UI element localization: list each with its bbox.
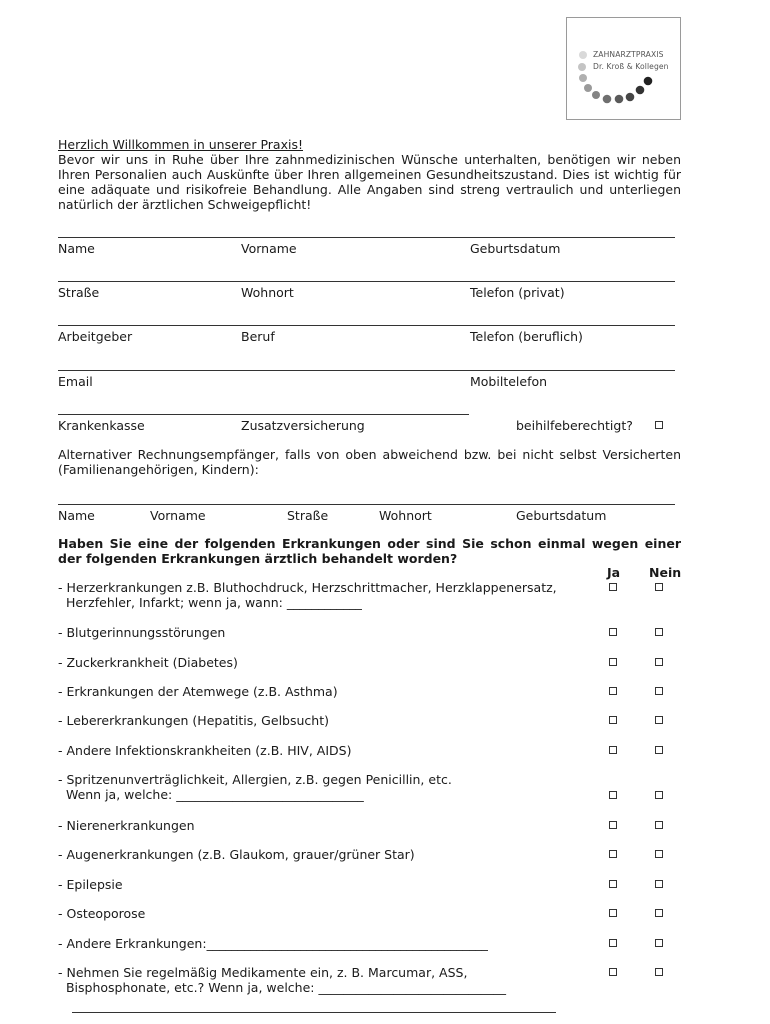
condition-text: - Spritzenunverträglichkeit, Allergien, z.B. gegen Penicillin, etc. [58, 772, 452, 787]
condition-text: - Augenerkrankungen (z.B. Glaukom, grauer/grüner Star) [58, 847, 415, 862]
label-wohnort: Wohnort [241, 285, 294, 300]
intro-section [58, 137, 681, 212]
no-checkbox[interactable] [655, 909, 663, 917]
condition-text: - Nierenerkrankungen [58, 818, 195, 833]
condition-item [58, 906, 598, 921]
condition-item [58, 655, 598, 670]
no-checkbox[interactable] [655, 583, 663, 591]
label-arbeitgeber: Arbeitgeber [58, 329, 133, 344]
yes-checkbox[interactable] [609, 791, 617, 799]
condition-item [58, 713, 598, 728]
column-nein: Nein [649, 565, 682, 580]
condition-text: - Blutgerinnungsstörungen [58, 625, 226, 640]
condition-text: - Osteoporose [58, 906, 146, 921]
no-checkbox[interactable] [655, 628, 663, 636]
alt-label-wohnort: Wohnort [379, 508, 432, 523]
address-row-line[interactable] [58, 281, 675, 282]
yes-checkbox[interactable] [609, 716, 617, 724]
condition-item [58, 965, 598, 995]
alt-payer-text: Alternativer Rechnungsempfänger, falls von oben abweichend bzw. bei nicht selbst Versicherten (Familienangehörigen, Kindern): [58, 447, 681, 477]
label-vorname: Vorname [241, 241, 297, 256]
condition-item [58, 847, 598, 862]
yes-checkbox[interactable] [609, 880, 617, 888]
label-email: Email [58, 374, 93, 389]
label-beruf: Beruf [241, 329, 275, 344]
no-checkbox[interactable] [655, 850, 663, 858]
no-checkbox[interactable] [655, 687, 663, 695]
condition-subtext: Bisphosphonate, etc.? Wenn ja, welche: ______________________________ [58, 980, 506, 995]
practice-logo [566, 17, 681, 120]
condition-item [58, 580, 598, 610]
yes-checkbox[interactable] [609, 850, 617, 858]
no-checkbox[interactable] [655, 746, 663, 754]
condition-item [58, 625, 598, 640]
condition-text: - Andere Infektionskrankheiten (z.B. HIV, AIDS) [58, 743, 352, 758]
yes-checkbox[interactable] [609, 968, 617, 976]
condition-text: - Andere Erkrankungen:_____________________________________________ [58, 936, 488, 951]
yes-checkbox[interactable] [609, 909, 617, 917]
label-zusatzversicherung: Zusatzversicherung [241, 418, 365, 433]
medication-continuation-line[interactable] [72, 1012, 556, 1013]
yes-checkbox[interactable] [609, 821, 617, 829]
condition-text: - Herzerkrankungen z.B. Bluthochdruck, Herzschrittmacher, Herzklappenersatz, [58, 580, 557, 595]
insurance-row-line[interactable] [58, 414, 469, 415]
label-krankenkasse: Krankenkasse [58, 418, 145, 433]
column-ja: Ja [607, 565, 621, 580]
yes-checkbox[interactable] [609, 583, 617, 591]
condition-item [58, 818, 598, 833]
label-telefon-beruflich: Telefon (beruflich) [470, 329, 583, 344]
no-checkbox[interactable] [655, 658, 663, 666]
questionnaire-heading: Haben Sie eine der folgenden Erkrankungen oder sind Sie schon einmal wegen einer der folgenden Erkrankungen ärztlich behandelt worden? [58, 536, 681, 566]
condition-text: - Zuckerkrankheit (Diabetes) [58, 655, 238, 670]
condition-text: - Epilepsie [58, 877, 123, 892]
condition-item [58, 684, 598, 699]
contact-row-line[interactable] [58, 370, 675, 371]
label-geburtsdatum: Geburtsdatum [470, 241, 561, 256]
alt-payer-line[interactable] [58, 504, 675, 505]
condition-item [58, 772, 598, 802]
no-checkbox[interactable] [655, 821, 663, 829]
yes-checkbox[interactable] [609, 939, 617, 947]
work-row-line[interactable] [58, 325, 675, 326]
yes-checkbox[interactable] [609, 658, 617, 666]
welcome-heading: Herzlich Willkommen in unserer Praxis! [58, 137, 303, 152]
intro-text: Bevor wir uns in Ruhe über Ihre zahnmedizinischen Wünsche unterhalten, benötigen wir neben Ihren Personalien auch Auskünfte über Ihren allgemeinen Gesundheitszustand. Dies ist wichtig für eine adäquate und risikofreie Behandlung. Alle Angaben sind streng vertraulich und unterliegen natürlich der ärztlichen Schweigepflicht! [58, 152, 681, 212]
label-strasse: Straße [58, 285, 100, 300]
alt-label-geburtsdatum: Geburtsdatum [516, 508, 607, 523]
alt-label-vorname: Vorname [150, 508, 206, 523]
no-checkbox[interactable] [655, 880, 663, 888]
label-telefon-privat: Telefon (privat) [470, 285, 565, 300]
yes-checkbox[interactable] [609, 687, 617, 695]
yes-checkbox[interactable] [609, 746, 617, 754]
condition-item [58, 743, 598, 758]
logo-line2: Dr. Kroß & Kollegen [593, 62, 669, 71]
label-name: Name [58, 241, 95, 256]
condition-text: - Lebererkrankungen (Hepatitis, Gelbsucht) [58, 713, 329, 728]
no-checkbox[interactable] [655, 939, 663, 947]
no-checkbox[interactable] [655, 968, 663, 976]
name-row-line[interactable] [58, 237, 675, 238]
no-checkbox[interactable] [655, 791, 663, 799]
logo-line1: ZAHNARZTPRAXIS [593, 50, 664, 59]
condition-item [58, 877, 598, 892]
condition-item [58, 936, 598, 951]
label-beihilfe: beihilfeberechtigt? [516, 418, 633, 433]
condition-text: - Erkrankungen der Atemwege (z.B. Asthma) [58, 684, 338, 699]
condition-subtext: Herzfehler, Infarkt; wenn ja, wann: ____________ [58, 595, 362, 610]
alt-label-strasse: Straße [287, 508, 329, 523]
yes-checkbox[interactable] [609, 628, 617, 636]
label-mobiltelefon: Mobiltelefon [470, 374, 548, 389]
condition-subtext: Wenn ja, welche: ______________________________ [58, 787, 364, 802]
alt-label-name: Name [58, 508, 95, 523]
beihilfe-checkbox[interactable] [655, 421, 663, 429]
condition-text: - Nehmen Sie regelmäßig Medikamente ein, z. B. Marcumar, ASS, [58, 965, 468, 980]
no-checkbox[interactable] [655, 716, 663, 724]
